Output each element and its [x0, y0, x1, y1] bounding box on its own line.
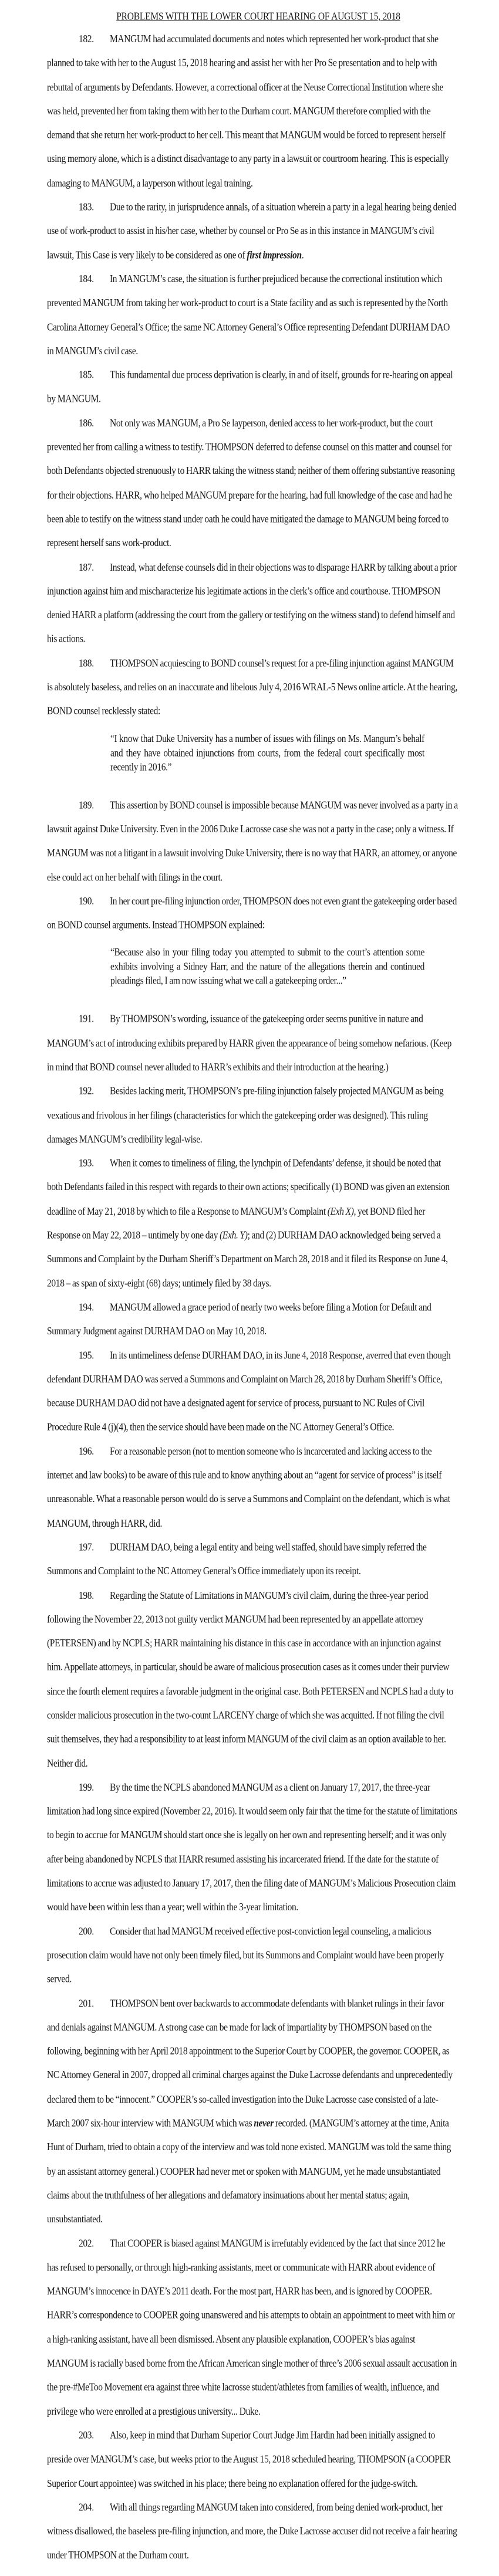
paragraph-number: 200.: [79, 1926, 94, 1937]
paragraph-text: This assertion by BOND counsel is impossible because MANGUM was never involved as a party in a lawsuit against Duke University. Even in the 2006 Duke Lacrosse case she was not a party in the case; only a witness. If MANGUM was not a litigant in a lawsuit involving Duke University, there is no way that HARR, an attorney, or anyone else could act on her behalf with filings in the court.: [47, 799, 458, 883]
paragraph-number: 197.: [79, 1541, 94, 1554]
paragraph-197: [47, 1536, 458, 1584]
paragraph-text: Not only was MANGUM, a Pro Se layperson, denied access to her work-product, but the court prevented her from calling a witness to testify. THOMPSON deferred to defense counsel on this matter and counsel for both Defendants objected strenuously to HARR taking the witness stand; neither of them offering substantive reasoning for their objections. HARR, who helped MANGUM prepare for the hearing, had full knowledge of the case and had he been able to testify on the witness stand under oath he could have mitigated the damage to MANGUM being forced to represent herself sans work-product.: [47, 417, 455, 549]
paragraph-191: [47, 1008, 458, 1080]
paragraph-204: [47, 2496, 458, 2568]
paragraph-number: 192.: [79, 1085, 94, 1097]
paragraph-text: Also, keep in mind that Durham Superior Court Judge Jim Hardin had been initially assigned to preside over MANGUM’s case, but weeks prior to the August 15, 2018 scheduled hearing, THOMPSON (a COOPER Superior Court appointee) was switched in his place; there being no explanation offered for the judge-switch.: [47, 2429, 451, 2490]
paragraph-184: [47, 267, 458, 364]
paragraph-number: 193.: [79, 1157, 94, 1170]
paragraph-number: 199.: [79, 1781, 94, 1794]
exhibit-reference: (Exh X): [327, 1205, 354, 1218]
paragraph-196: [47, 1439, 458, 1536]
paragraph-194: [47, 1296, 458, 1344]
paragraph-text: Consider that had MANGUM received effective post-conviction legal counseling, a malicious prosecution claim would have not only been timely filed, but its Summons and Complaint would have been properly served.: [47, 1926, 444, 1985]
paragraph-text: ; and (2) DURHAM DAO acknowledged being served a Summons and Complaint by the Durham Sheriff’s Department on March 28, 2018 and it filed its Response on June 4, 2018 – as span of sixty-eight (68) days; untimely filed by 38 days.: [47, 1229, 448, 1289]
paragraph-number: 187.: [79, 561, 94, 573]
paragraph-text: MANGUM had accumulated documents and notes which represented her work-product that she planned to take with her to the August 15, 2018 hearing and assist her with her Pro Se presentation and to help with rebuttal of arguments by Defendants. However, a correctional officer at the Neuse Correctional Institution where she was held, prevented her from taking them with her to the Durham court. MANGUM therefore complied with the demand that she return her work-product to her cell. This meant that MANGUM would be forced to represent herself using memory alone, which is a distinct disadvantage to any party in a lawsuit or courtroom hearing. This is especially damaging to MANGUM, a layperson without legal training.: [47, 33, 449, 189]
paragraph-text: In her court pre-filing injunction order, THOMPSON does not even grant the gatekeeping order based on BOND counsel arguments. Instead THOMPSON explained:: [47, 895, 457, 931]
paragraph-text: By the time the NCPLS abandoned MANGUM as a client on January 17, 2017, the three-year limitation had long since expired (November 22, 2016). It would seem only fair that the time for the statute of limitations to begin to accrue for MANGUM should start once she is legally on her own and representing herself; and it was only after being abandoned by NCPLS that HARR resumed assisting his incarcerated friend. If the date for the statute of limitations to accrue was adjusted to January 17, 2017, then the filing date of MANGUM’s Malicious Prosecution claim would have been within less than a year; well within the 3-year limitation.: [47, 1781, 457, 1913]
paragraph-text: Instead, what defense counsels did in their objections was to disparage HARR by talking about a prior injunction against him and mischaracterize his legitimate actions in the clerk’s office and courthouse. THOMPSON denied HARR a platform (addressing the court from the gallery or testifying on the witness stand) to defend himself and his actions.: [47, 561, 457, 645]
paragraph-text: By THOMPSON’s wording, issuance of the gatekeeping order seems punitive in nature and MANGUM’s act of introducing exhibits prepared by HARR given the appearance of being somehow nefarious. (Keep in mind that BOND counsel never alluded to HARR’s exhibits and their introduction at the hearing.): [47, 1014, 452, 1073]
paragraph-number: 188.: [79, 657, 94, 669]
paragraph-text: With all things regarding MANGUM taken into considered, from being denied work-product, her witness disallowed, the baseless pre-filing injunction, and more, the Duke Lacrosse accuser did not receive a fair hearing under THOMPSON at the Durham court.: [47, 2502, 457, 2561]
paragraph-text: DURHAM DAO, being a legal entity and being well staffed, should have simply referred the Summons and Complaint to the NC Attorney General’s Office immediately upon its receipt.: [47, 1541, 427, 1577]
paragraph-number: 185.: [79, 369, 94, 381]
paragraph-text: , yet BOND filed her Response on May 22, 2018 – untimely by one day: [47, 1205, 426, 1242]
paragraph-182: [47, 27, 458, 195]
document-body: [47, 8, 458, 2568]
paragraph-number: 203.: [79, 2429, 94, 2442]
block-quote-thompson: “Because also in your filing today you attempted to submit to the court’s attention some exhibits involving a Sidney Harr, and the nature of the allegations therein and continued pleadings filed, I am now issuing what we call a gatekeeping order...”: [110, 947, 424, 987]
paragraph-text: MANGUM allowed a grace period of nearly two weeks before filing a Motion for Default and Summary Judgment against DURHAM DAO on May 10, 2018.: [47, 1301, 431, 1337]
paragraph-188: [47, 651, 458, 723]
section-title: PROBLEMS WITH THE LOWER COURT HEARING OF AUGUST 15, 2018: [116, 11, 400, 23]
paragraph-number: 186.: [79, 417, 94, 429]
emphasis-text: first impression: [247, 249, 302, 261]
paragraph-number: 191.: [79, 1014, 94, 1025]
block-quote-bond-counsel: “I know that Duke University has a number of issues with filings on Ms. Mangum’s behalf and they have obtained injunctions from courts, from the federal court specifically most recently in 2016.”: [110, 733, 424, 773]
exhibit-reference: (Exh. Y): [220, 1229, 248, 1242]
paragraph-186: [47, 411, 458, 555]
emphasis-text: never: [254, 2117, 274, 2130]
paragraph-text: Due to the rarity, in jurisprudence annals, of a situation wherein a party in a legal hearing being denied use of work-product to assist in his/her case, whether by counsel or Pro Se as in this instance in MANGUM’s civil lawsuit, This Case is very likely to be considered as one of: [47, 201, 456, 261]
paragraph-192: [47, 1079, 458, 1151]
paragraph-number: 189.: [79, 799, 94, 811]
paragraph-number: 184.: [79, 273, 94, 285]
paragraph-195: [47, 1344, 458, 1440]
paragraph-text: THOMPSON bent over backwards to accommodate defendants with blanket rulings in their favor and denials against MANGUM. A strong case can be made for lack of impartiality by THOMPSON based on the following, beginning with her April 2018 appointment to the Superior Court by COOPER, the governor. COOPER, as NC Attorney General in 2007, dropped all criminal charges against the Duke Lacrosse defendants and unprecedentedly declared them to be “innocent.” COOPER’s so-called investigation into the Duke Lacrosse case consisted of a late-March 2007 six-hour interview with MANGUM which was: [47, 1997, 453, 2130]
paragraph-number: 190.: [79, 895, 94, 907]
paragraph-number: 198.: [79, 1589, 94, 1601]
paragraph-text: Besides lacking merit, THOMPSON’s pre-filing injunction falsely projected MANGUM as being vexatious and frivolous in her filings (characteristics for which the gatekeeping order was designed). This ruling damages MANGUM’s credibility legal-wise.: [47, 1085, 444, 1145]
paragraph-199: [47, 1775, 458, 1920]
paragraph-185: [47, 363, 458, 411]
paragraph-text: In its untimeliness defense DURHAM DAO, in its June 4, 2018 Response, averred that even though defendant DURHAM DAO was served a Summons and Complaint on March 28, 2018 by Durham Sheriff’s Office, because DURHAM DAO did not have a designated agent for service of process, pursuant to NC Rules of Civil Procedure Rule 4 (j)(4), then the service should have been made on the NC Attorney General’s Office.: [47, 1349, 451, 1433]
paragraph-187: [47, 555, 458, 652]
paragraph-number: 183.: [79, 201, 94, 213]
paragraph-text: THOMPSON acquiescing to BOND counsel’s request for a pre-filing injunction against MANGUM is absolutely baseless, and relies on an inaccurate and libelous July 4, 2016 WRAL-5 News online article. At the hearing, BOND counsel recklessly stated:: [47, 657, 457, 717]
paragraph-number: 196.: [79, 1445, 94, 1458]
paragraph-183: [47, 195, 458, 267]
paragraph-189: [47, 794, 458, 890]
paragraph-text: Regarding the Statute of Limitations in MANGUM’s civil claim, during the three-year period following the November 22, 2013 not guilty verdict MANGUM had been represented by an appellate attorney (PETERSEN) and by NCPLS; HARR maintaining his distance in this case in accordance with an injunction against him. Appellate attorneys, in particular, should be aware of malicious prosecution cases as it comes under their purview since the fourth element requires a favorable judgment in the original case. Both PETERSEN and NCPLS had a duty to consider malicious prosecution in the two-count LARCENY charge of which she was acquitted. If not filing the civil suit themselves, they had a responsibility to at least inform MANGUM of the civil claim as an option available to her. Neither did.: [47, 1589, 453, 1770]
paragraph-text: This fundamental due process deprivation is clearly, in and of itself, grounds for re-hearing on appeal by MANGUM.: [47, 369, 453, 405]
paragraph-190: [47, 889, 458, 937]
paragraph-202: [47, 2232, 458, 2424]
paragraph-text: When it comes to timeliness of filing, the lynchpin of Defendants’ defense, it should be noted that both Defendants failed in this respect with regards to their own actions; specifically (1) BOND was given an extension deadline of May 21, 2018 by which to file a Response to MANGUM’s Complaint: [47, 1157, 450, 1218]
paragraph-number: 195.: [79, 1349, 94, 1361]
paragraph-text: recorded. (MANGUM’s attorney at the time, Anita Hunt of Durham, tried to obtain a copy of the interview and was told none existed. MANGUM was told the same thing by an assistant attorney general.) COOPER had never met or spoken with MANGUM, yet he made unsubstantiated claims about the truthfulness of her allegations and defamatory insinuations about her mental status; again, unsubstantiated.: [47, 2117, 451, 2225]
paragraph-number: 202.: [79, 2238, 94, 2249]
paragraph-203: [47, 2424, 458, 2496]
paragraph-200: [47, 1920, 458, 1992]
paragraph-number: 201.: [79, 1997, 94, 2009]
paragraph-number: 182.: [79, 33, 94, 45]
paragraph-text: In MANGUM’s case, the situation is further prejudiced because the correctional institution which prevented MANGUM from taking her work-product to court is a State facility and as such is represented by the North Carolina Attorney General’s Office; the same NC Attorney General’s Office representing Defendant DURHAM DAO in MANGUM’s civil case.: [47, 273, 450, 357]
paragraph-number: 194.: [79, 1301, 94, 1313]
paragraph-text: For a reasonable person (not to mention someone who is incarcerated and lacking access to the internet and law books) to be aware of this rule and to know anything about an “agent for service of process” is itself unreasonable. What a reasonable person would do is serve a Summons and Complaint on the defendant, which is what MANGUM, through HARR, did.: [47, 1445, 450, 1530]
paragraph-201: [47, 1991, 458, 2231]
paragraph-text-end: .: [301, 249, 304, 261]
paragraph-198: [47, 1584, 458, 1775]
paragraph-number: 204.: [79, 2502, 94, 2513]
paragraph-text: That COOPER is biased against MANGUM is irrefutably evidenced by the fact that since 2012 he has refused to personally, or through high-ranking assistants, meet or communicate with HARR about evidence of MANGUM’s innocence in DAYE’s 2011 death. For the most part, HARR has been, and is ignored by COOPER. HARR’s correspondence to COOPER going unanswered and his attempts to obtain an appointment to meet with him or a high-ranking assistant, have all been dismissed. Absent any plausible explanation, COOPER’s bias against MANGUM is racially based borne from the African American single mother of three’s 2006 sexual assault accusation in the pre-#MeToo Movement era against three white lacrosse student/athletes from families of wealth, influence, and privilege who were enrolled at a prestigious university... Duke.: [47, 2238, 457, 2418]
paragraph-193: [47, 1151, 458, 1296]
